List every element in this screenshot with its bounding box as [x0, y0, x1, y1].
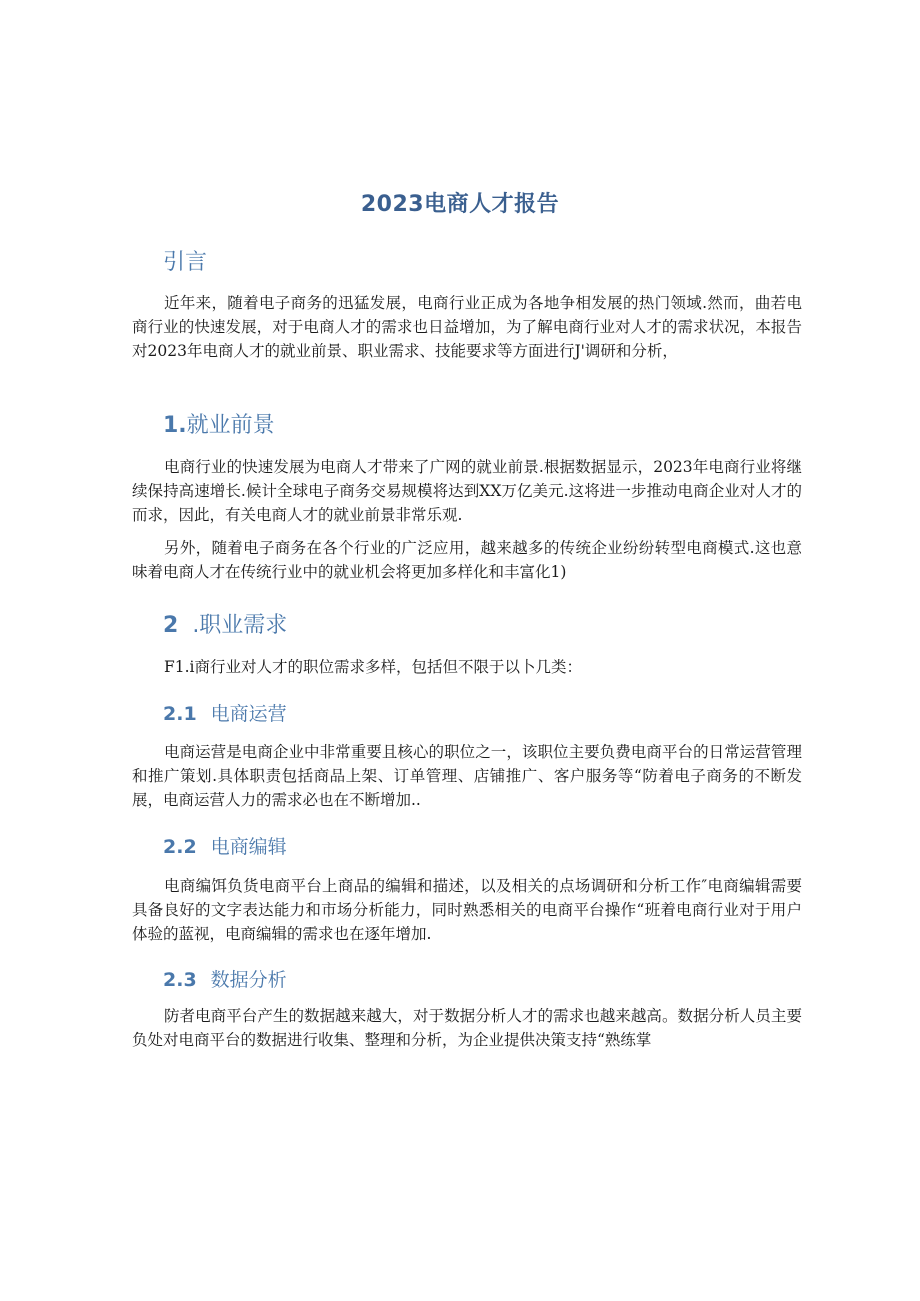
section-heading-intro	[163, 245, 207, 276]
section-number: 1.	[163, 413, 187, 438]
data-analysis-paragraph: 防者电商平台产生的数据越来越大，对于数据分析人才的需求也越来越高。数据分析人员主要负处对电商平台的数据进行收集、整理和分析，为企业提供决策支持“熟练掌	[132, 1007, 802, 1049]
employment-paragraph-1: 电商行业的快速发展为电商人才带来了广网的就业前景.根据数据显示，2023年电商行业将继续保持高速增长.候计全球电子商务交易规模将达到XX万亿美元.这将进一步推动电商企业对人才的而求，因此，有关电商人才的就业前景非常乐观.	[132, 458, 802, 524]
intro-paragraph: 近年来，随着电子商务的迅猛发展，电商行业正成为各地争相发展的热门领域.然而，曲若电商行业的快速发展，对于电商人才的需求也日益增加，为了解电商行业对人才的需求状况，本报告对2023年电商人才的就业前景、职业需求、技能要求等方面进行J'调研和分析，	[132, 294, 802, 360]
section-number: 2	[163, 613, 179, 638]
subsection-number: 2.1	[163, 703, 197, 725]
job-demand-intro: F1.i商行业对人才的职位需求多样，包括但不限于以卜几类：	[164, 658, 583, 676]
section-heading-employment	[163, 408, 275, 439]
section-heading-text: 引言	[163, 250, 208, 275]
section-heading-text: 就业前景	[186, 413, 275, 438]
document-title: 2023电商人才报告	[360, 192, 560, 217]
subsection-heading-data-analysis	[163, 965, 287, 992]
operations-paragraph: 电商运营是电商企业中非常重要且核心的职位之一，该职位主要负费电商平台的日常运营管理和推广策划.具体职责包括商品上架、订单管理、店铺推广、客户服务等“防着电子商务的不断发展，电商运营人力的需求必也在不断增加..	[132, 743, 802, 809]
subsection-number: 2.2	[163, 836, 197, 858]
section-heading-job-demand	[163, 608, 287, 639]
subsection-number: 2.3	[163, 969, 197, 991]
editor-paragraph: 电商编饵负货电商平台上商品的编辑和描述，以及相关的点场调研和分析工作″电商编辑需要具备良好的文字表达能力和市场分析能力，同时熟悉相关的电商平台操作“班着电商行业对于用户体验的蓝视，电商编辑的需求也在逐年增加.	[132, 877, 802, 943]
section-heading-text: .职业需求	[192, 613, 288, 638]
subsection-heading-operations	[163, 699, 287, 726]
subsection-heading-editor	[163, 832, 287, 859]
subsection-heading-text: 电商运营	[210, 703, 287, 725]
subsection-heading-text: 电商编辑	[210, 836, 287, 858]
subsection-heading-text: 数据分析	[210, 969, 287, 991]
employment-paragraph-2: 另外，随着电子商务在各个行业的广泛应用，越来越多的传统企业纷纷转型电商模式.这也意味着电商人才在传统行业中的就业机会将更加多样化和丰富化1)	[132, 539, 802, 581]
